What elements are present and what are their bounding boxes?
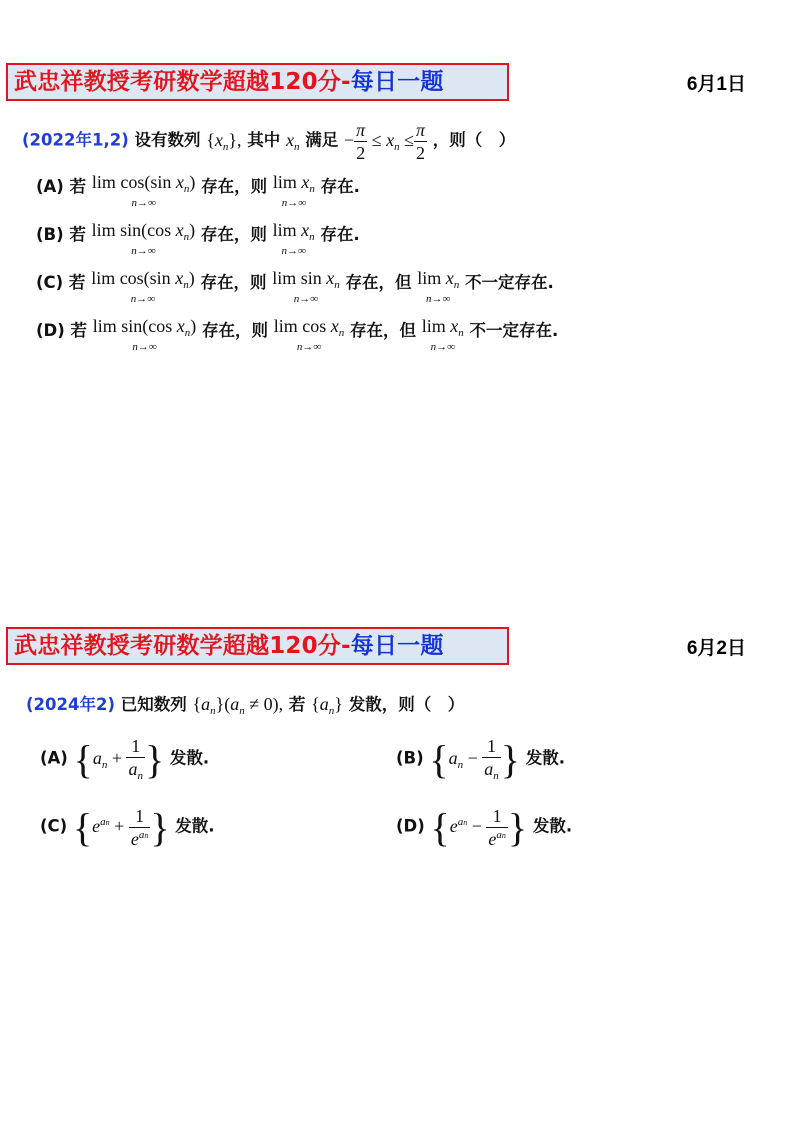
option-a [36,173,360,209]
formula-d: {$e^{an}$ − $\frac{1}{e^{an}}$ } [430,804,528,850]
formula-c: {$e^{an}$ + $\frac{1}{e^{an}}$ } [72,804,170,850]
option-d-tail: 发散. [532,816,573,836]
formula-seq-an: $\{a_n\}(a_n \ne 0)$, [192,694,284,717]
formula-seq-xn: $\{x_n\}$, [206,129,242,153]
option-c-tail: 不一定存在. [464,273,554,292]
option-c-mid2: 存在，但 [345,273,412,292]
option-d-tail: 不一定存在. [469,321,559,340]
option-a-tail: 存在. [320,177,360,196]
question-source: (2022年1,2) [22,130,129,150]
option-d [396,804,573,850]
option-b-label: (B) [396,748,424,768]
banner-2 [6,627,509,665]
stem-cond: 满足 [305,130,339,150]
banner-daily: 每日一题 [350,633,444,659]
option-c-mid: 存在，则 [200,273,267,292]
option-b-tail: 发散. [525,748,566,768]
option-d-label: (D) [396,816,425,836]
formula-b: {$a_n$ − $\frac{1}{a_n}$ } [429,736,520,782]
lim-expr: $\lim x_n$ n→∞ [417,268,460,305]
option-c-label: (C) [40,816,68,836]
stem-end: 发散，则（ ） [348,695,465,714]
formula-seq-an-2: $\{a_n\}$ [311,694,343,717]
lim-expr: $\lim x_n$ n→∞ [421,316,464,353]
problem-1 [0,63,800,393]
formula-a: {$a_n$ + $\frac{1}{a_n}$ } [73,736,165,782]
stem-text: 设有数列 [134,130,201,150]
banner-1 [6,63,509,101]
option-c-tail: 发散. [175,816,215,836]
banner-title: 武忠祥教授考研数学超越120分- [14,69,351,95]
lim-expr: lim sin(cos $x_n$) n→∞ [91,220,196,257]
option-b [396,737,565,782]
formula-bounds: − $\frac{\pi}{2}$ ≤ $x_n$ ≤ $\frac{\pi}{2}$ [344,120,426,163]
option-b-label: (B) 若 [36,225,86,244]
option-d [36,317,558,353]
stem-mid: 其中 [247,130,281,150]
date-label-2: 6月2日 [686,638,746,659]
option-c [36,269,554,305]
stem-text: 已知数列 [120,695,187,714]
option-b-mid: 存在，则 [200,225,267,244]
option-d-mid: 存在，则 [202,321,269,340]
lim-expr: lim cos(sin $x_n$) n→∞ [91,268,195,305]
option-c-label: (C) 若 [36,273,86,292]
option-a [40,737,209,782]
lim-expr: lim sin(cos $x_n$) n→∞ [92,316,197,353]
option-a-label: (A) 若 [36,177,87,196]
question-2-stem [26,691,464,717]
formula-xn: $x_n$ [286,129,300,153]
lim-expr: $\lim x_n$ n→∞ [272,172,315,209]
stem-end: ，则（ ） [432,130,516,150]
option-d-mid2: 存在，但 [350,321,417,340]
lim-expr: $\lim \cos x_n$ n→∞ [273,316,345,353]
lim-expr: $\lim x_n$ n→∞ [272,220,315,257]
option-b [36,221,360,257]
option-a-mid: 存在，则 [201,177,268,196]
lim-expr: lim cos(sin $x_n$) n→∞ [91,172,196,209]
date-label-1: 6月1日 [686,74,746,95]
option-b-tail: 存在. [320,225,360,244]
question-1-stem [22,121,515,162]
option-d-label: (D) 若 [36,321,88,340]
stem-if: 若 [288,695,306,714]
option-a-label: (A) [40,748,68,768]
question-source: (2024年2) [26,695,115,714]
lim-expr: $\lim \sin x_n$ n→∞ [272,268,340,305]
problem-2 [0,627,800,887]
banner-daily: 每日一题 [350,69,444,95]
banner-title: 武忠祥教授考研数学超越120分- [14,633,351,659]
option-a-tail: 发散. [169,748,210,768]
option-c [40,804,215,850]
